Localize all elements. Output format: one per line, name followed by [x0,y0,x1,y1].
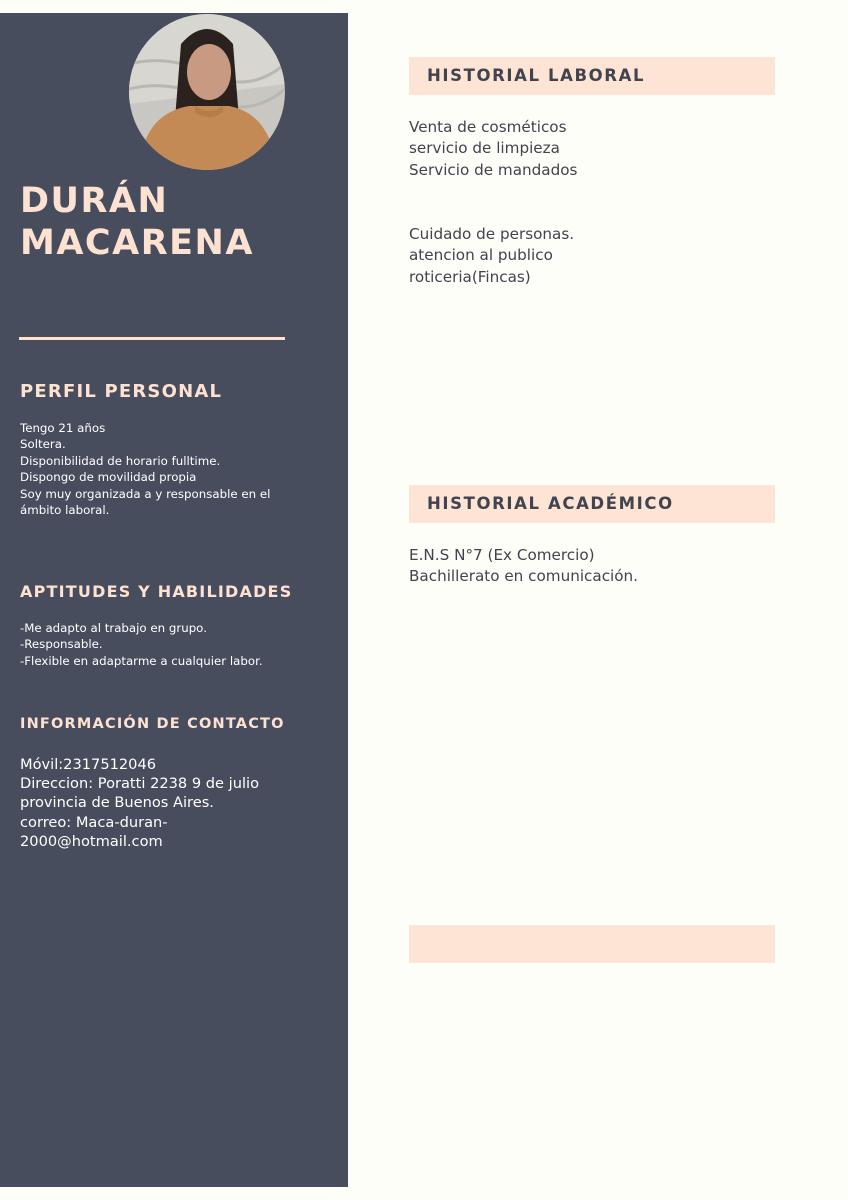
academic-history-bar [409,485,775,523]
skills-text [20,620,263,669]
academic-item: Bachillerato en comunicación. [409,567,639,586]
personal-line: ámbito laboral. [20,503,110,518]
skill-line: -Responsable. [20,637,103,652]
work-item: atencion al publico [409,246,553,265]
skill-line: -Flexible en adaptarme a cualquier labor. [20,653,263,668]
personal-profile-heading: PERFIL PERSONAL [20,381,223,402]
work-history-heading: HISTORIAL LABORAL [427,66,646,85]
empty-section-bar [409,925,775,963]
personal-line: Dispongo de movilidad propia [20,470,197,485]
personal-line: Tengo 21 años [20,421,106,435]
name-divider [19,337,285,340]
first-name: MACARENA [20,223,254,263]
surname: DURÁN [20,181,169,221]
personal-line: Disponibilidad de horario fulltime. [20,453,221,468]
personal-profile-text [20,420,270,518]
work-item: Cuidado de personas. [409,225,575,243]
contact-email: 2000@hotmail.com [20,832,163,850]
work-history-list-2 [409,224,574,288]
work-item: roticeria(Fincas) [409,267,531,286]
personal-line: Soy muy organizada a y responsable en el [20,486,271,501]
contact-address: Direccion: Poratti 2238 9 de julio [20,775,260,793]
full-name [20,180,254,264]
work-item: Servicio de mandados [409,160,578,179]
contact-address: provincia de Buenos Aires. [20,794,214,812]
contact-phone: Móvil:2317512046 [20,756,157,773]
skill-line: -Me adapto al trabajo en grupo. [20,621,207,635]
work-history-list-1 [409,117,577,181]
work-item: servicio de limpieza [409,139,560,158]
profile-photo [129,14,285,170]
contact-email: correo: Maca-duran- [20,813,168,831]
work-history-bar [409,57,775,95]
personal-line: Soltera. [20,437,66,452]
skills-heading: APTITUDES Y HABILIDADES [20,582,293,601]
academic-history-list [409,545,638,588]
academic-history-heading: HISTORIAL ACADÉMICO [427,494,674,513]
contact-heading: INFORMACIÓN DE CONTACTO [20,716,285,732]
work-item: Venta de cosméticos [409,118,567,136]
contact-text [20,755,259,851]
academic-item: E.N.S N°7 (Ex Comercio) [409,546,595,564]
